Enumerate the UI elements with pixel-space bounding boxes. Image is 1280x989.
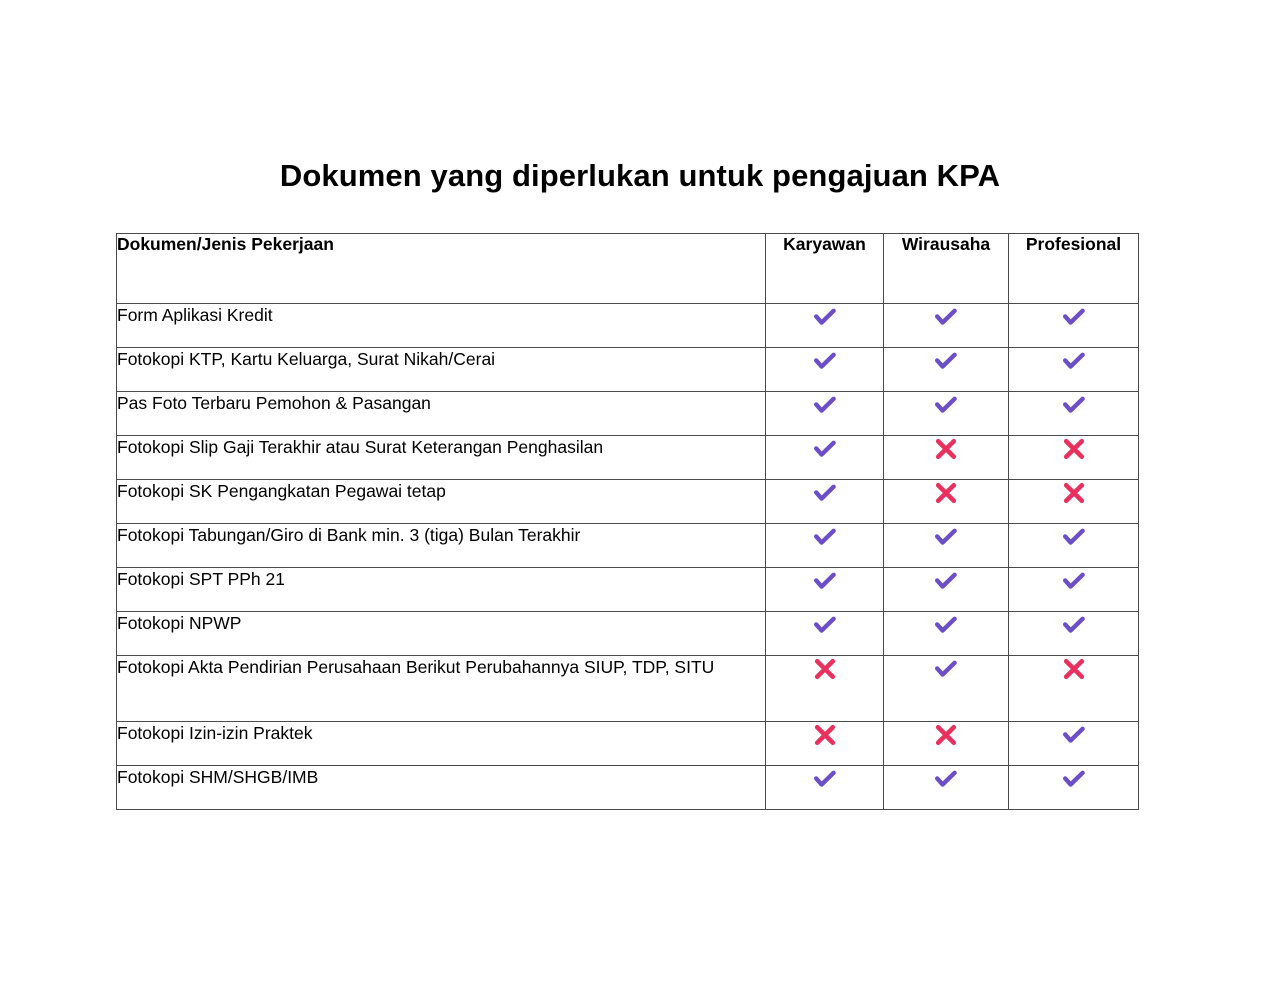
cross-icon [1061,480,1087,506]
check-icon [933,304,959,330]
document-name-cell: Pas Foto Terbaru Pemohon & Pasangan [117,392,766,436]
status-cell-karyawan [766,392,884,436]
column-header-profesional: Profesional [1009,234,1139,304]
check-icon [812,766,838,792]
check-icon [812,436,838,462]
cross-icon [812,722,838,748]
column-header-dokumen: Dokumen/Jenis Pekerjaan [117,234,766,304]
document-requirements-table-wrapper [116,233,1138,810]
column-header-wirausaha: Wirausaha [884,234,1009,304]
check-icon [812,304,838,330]
cross-icon [1061,436,1087,462]
table-row [117,348,1139,392]
document-name-cell: Fotokopi Tabungan/Giro di Bank min. 3 (tiga) Bulan Terakhir [117,524,766,568]
status-cell-wirausaha [884,392,1009,436]
check-icon [1061,348,1087,374]
document-name-cell: Fotokopi Izin-izin Praktek [117,722,766,766]
document-name-cell: Form Aplikasi Kredit [117,304,766,348]
document-name-cell: Fotokopi Slip Gaji Terakhir atau Surat Keterangan Penghasilan [117,436,766,480]
table-body [117,304,1139,810]
table-row [117,304,1139,348]
check-icon [812,480,838,506]
status-cell-wirausaha [884,612,1009,656]
status-cell-wirausaha [884,436,1009,480]
check-icon [933,656,959,682]
status-cell-karyawan [766,436,884,480]
status-cell-profesional [1009,766,1139,810]
table-row [117,766,1139,810]
document-name-cell: Fotokopi SK Pengangkatan Pegawai tetap [117,480,766,524]
table-header [117,234,1139,304]
document-name-cell: Fotokopi KTP, Kartu Keluarga, Surat Nikah/Cerai [117,348,766,392]
table-row [117,568,1139,612]
check-icon [933,766,959,792]
status-cell-karyawan [766,348,884,392]
status-cell-wirausaha [884,722,1009,766]
check-icon [1061,612,1087,638]
status-cell-wirausaha [884,656,1009,722]
cross-icon [933,436,959,462]
check-icon [933,612,959,638]
status-cell-profesional [1009,612,1139,656]
status-cell-profesional [1009,480,1139,524]
check-icon [1061,766,1087,792]
check-icon [1061,304,1087,330]
status-cell-wirausaha [884,524,1009,568]
status-cell-karyawan [766,304,884,348]
status-cell-karyawan [766,480,884,524]
status-cell-profesional [1009,304,1139,348]
check-icon [1061,722,1087,748]
check-icon [933,524,959,550]
column-header-karyawan: Karyawan [766,234,884,304]
check-icon [812,612,838,638]
table-row [117,480,1139,524]
status-cell-profesional [1009,722,1139,766]
check-icon [933,348,959,374]
cross-icon [933,480,959,506]
check-icon [933,392,959,418]
table-row [117,656,1139,722]
status-cell-profesional [1009,568,1139,612]
status-cell-karyawan [766,568,884,612]
document-name-cell: Fotokopi SPT PPh 21 [117,568,766,612]
check-icon [1061,392,1087,418]
table-row [117,722,1139,766]
status-cell-karyawan [766,656,884,722]
status-cell-profesional [1009,348,1139,392]
document-name-cell: Fotokopi NPWP [117,612,766,656]
check-icon [1061,568,1087,594]
status-cell-profesional [1009,392,1139,436]
status-cell-profesional [1009,524,1139,568]
status-cell-wirausaha [884,568,1009,612]
status-cell-wirausaha [884,766,1009,810]
status-cell-wirausaha [884,348,1009,392]
status-cell-karyawan [766,524,884,568]
cross-icon [812,656,838,682]
cross-icon [1061,656,1087,682]
status-cell-profesional [1009,436,1139,480]
status-cell-wirausaha [884,480,1009,524]
check-icon [812,568,838,594]
status-cell-karyawan [766,766,884,810]
table-row [117,392,1139,436]
check-icon [812,348,838,374]
document-name-cell: Fotokopi Akta Pendirian Perusahaan Berikut Perubahannya SIUP, TDP, SITU [117,656,766,722]
check-icon [1061,524,1087,550]
status-cell-profesional [1009,656,1139,722]
document-requirements-table [116,233,1139,810]
check-icon [812,392,838,418]
cross-icon [933,722,959,748]
status-cell-karyawan [766,722,884,766]
page-title: Dokumen yang diperlukan untuk pengajuan KPA [279,158,1001,193]
document-name-cell: Fotokopi SHM/SHGB/IMB [117,766,766,810]
status-cell-karyawan [766,612,884,656]
check-icon [812,524,838,550]
table-row [117,612,1139,656]
check-icon [933,568,959,594]
status-cell-wirausaha [884,304,1009,348]
table-row [117,436,1139,480]
table-header-row [117,234,1139,304]
table-row [117,524,1139,568]
